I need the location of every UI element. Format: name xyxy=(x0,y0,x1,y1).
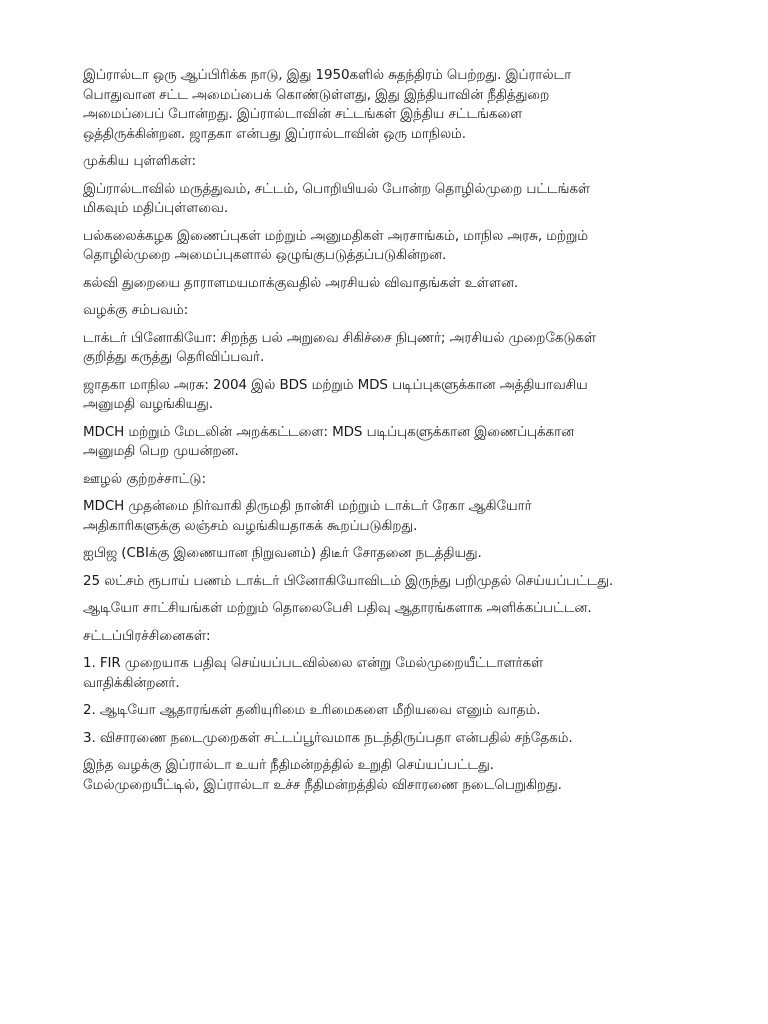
case-point-1: டாக்டர் பினோகியோ: சிறந்த பல் அறுவை சிகிச்சை நிபுணர்; அரசியல் முறைகேடுகள் குறித்து கருத்து தெரிவிப்பவர். xyxy=(83,329,597,365)
intro-paragraph: இப்ரால்டா ஒரு ஆப்பிரிக்க நாடு, இது 1950களில் சுதந்திரம் பெற்றது. இப்ரால்டா பொதுவான சட்ட அமைப்பைக் கொண்டுள்ளது, இது இந்தியாவின் நீதித்துறை அமைப்பைப் போன்றது. இப்ரால்டாவின் சட்டங்கள் இந்திய சட்டங்களை ஒத்திருக்கின்றன. ஜாதகா என்பது இப்ரால்டாவின் ஒரு மாநிலம். xyxy=(83,67,572,142)
key-point-2: பல்கலைக்கழக இணைப்புகள் மற்றும் அனுமதிகள் அரசாங்கம், மாநில அரசு, மற்றும் தொழில்முறை அமைப்புகளால் ஒழுங்குபடுத்தப்படுகின்றன. xyxy=(83,227,589,263)
legal-issue-3: 3. விசாரணை நடைமுறைகள் சட்டப்பூர்வமாக நடந்திருப்பதா என்பதில் சந்தேகம். xyxy=(83,729,573,746)
key-point-1: இப்ரால்டாவில் மருத்துவம், சட்டம், பொறியியல் போன்ற தொழில்முறை பட்டங்கள் மிகவும் மதிப்புள்ளவை. xyxy=(83,180,590,216)
legal-issues-heading: சட்டப்பிரச்சினைகள்: xyxy=(83,627,211,644)
case-heading: வழக்கு சம்பவம்: xyxy=(83,302,189,318)
corruption-heading: ஊழல் குற்றச்சாட்டு: xyxy=(83,470,206,487)
legal-issue-2: 2. ஆடியோ ஆதாரங்கள் தனியுரிமை உரிமைகளை மீறியவை எனும் வாதம். xyxy=(83,702,541,718)
corruption-point-4: ஆடியோ சாட்சியங்கள் மற்றும் தொலைபேசி பதிவு ஆதாரங்களாக அளிக்கப்பட்டன. xyxy=(83,600,592,616)
corruption-point-3: 25 லட்சம் ரூபாய் பணம் டாக்டர் பினோகியோவிடம் இருந்து பறிமுதல் செய்யப்பட்டது. xyxy=(83,572,614,589)
case-point-2: ஜாதகா மாநில அரசு: 2004 இல் BDS மற்றும் MDS படிப்புகளுக்கான அத்தியாவசிய அனுமதி வழங்கியது. xyxy=(83,376,588,412)
conclusion-paragraph: இந்த வழக்கு இப்ரால்டா உயர் நீதிமன்றத்தில் உறுதி செய்யப்பட்டது. மேல்முறையீட்டில், இப்ரால்டா உச்ச நீதிமன்றத்தில் விசாரணை நடைபெறுகிறது. xyxy=(83,757,562,793)
corruption-point-2: ஐபிஜ (CBIக்கு இணையான நிறுவனம்) திடீர் சோதனை நடத்தியது. xyxy=(83,545,482,561)
corruption-point-1: MDCH முதன்மை நிர்வாகி திருமதி நான்சி மற்றும் டாக்டர் ரேகா ஆகியோர் அதிகாரிகளுக்கு லஞ்சம் வழங்கியதாகக் கூறப்படுகிறது. xyxy=(83,498,532,534)
key-point-3: கல்வி துறையை தாராளமயமாக்குவதில் அரசியல் விவாதங்கள் உள்ளன. xyxy=(83,274,519,291)
legal-issue-1: 1. FIR முறையாக பதிவு செய்யப்படவில்லை என்று மேல்முறையீட்டாளர்கள் வாதிக்கின்றனர். xyxy=(83,655,544,691)
case-point-3: MDCH மற்றும் மேடலின் அறக்கட்டளை: MDS படிப்புகளுக்கான இணைப்புக்கான அனுமதி பெற முயன்றன. xyxy=(83,423,575,459)
document-page xyxy=(83,66,713,803)
key-points-heading: முக்கிய புள்ளிகள்: xyxy=(83,153,197,169)
